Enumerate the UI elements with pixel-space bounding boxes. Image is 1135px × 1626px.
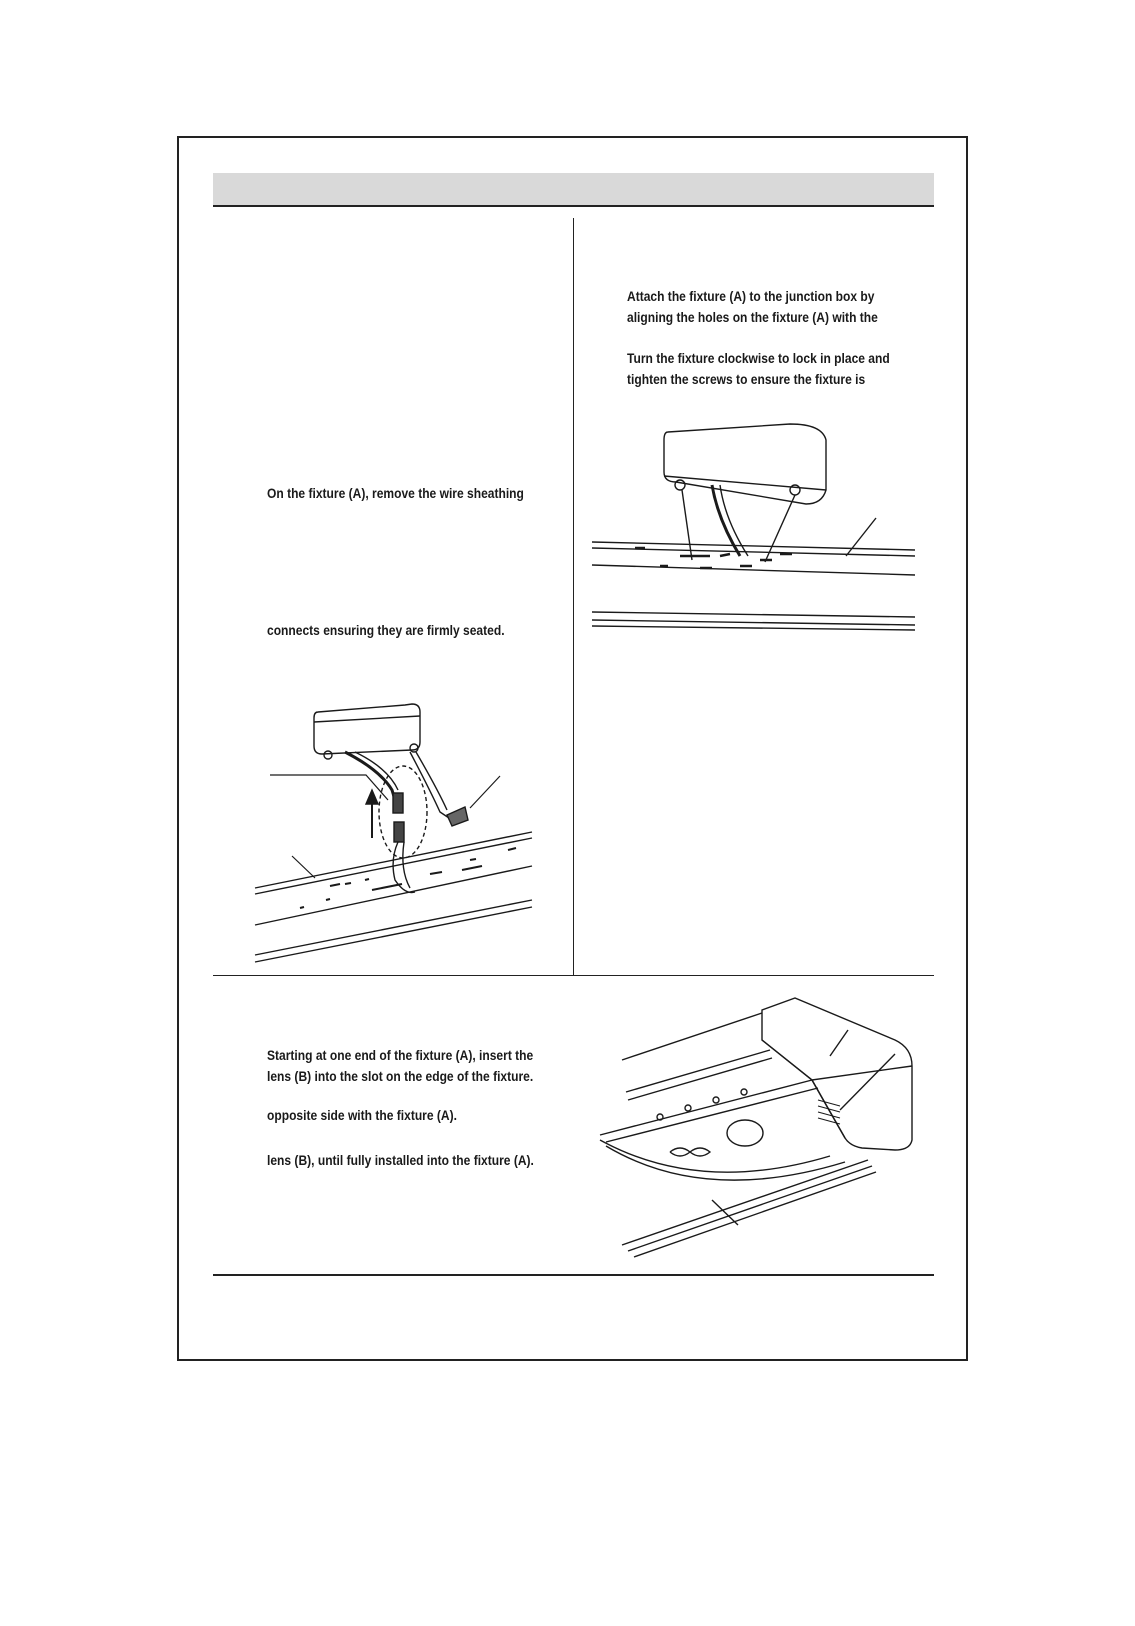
step-text-line: connects ensuring they are firmly seated. — [267, 622, 505, 638]
step-text-line: Attach the fixture (A) to the junction box by — [627, 288, 875, 304]
step-text-line: aligning the holes on the fixture (A) with the — [627, 309, 878, 325]
step-text-line: Starting at one end of the fixture (A), insert the — [267, 1047, 534, 1063]
step-text-line: lens (B) into the slot on the edge of the fixture. — [267, 1068, 534, 1084]
step-text-line: tighten the screws to ensure the fixture is — [627, 371, 866, 387]
step-text-line: lens (B), until fully installed into the fixture (A). — [267, 1152, 534, 1168]
step-text-line: On the fixture (A), remove the wire sheathing — [267, 485, 524, 501]
step-text-line: opposite side with the fixture (A). — [267, 1107, 457, 1123]
step-text-line: Turn the fixture clockwise to lock in place and — [627, 350, 890, 366]
